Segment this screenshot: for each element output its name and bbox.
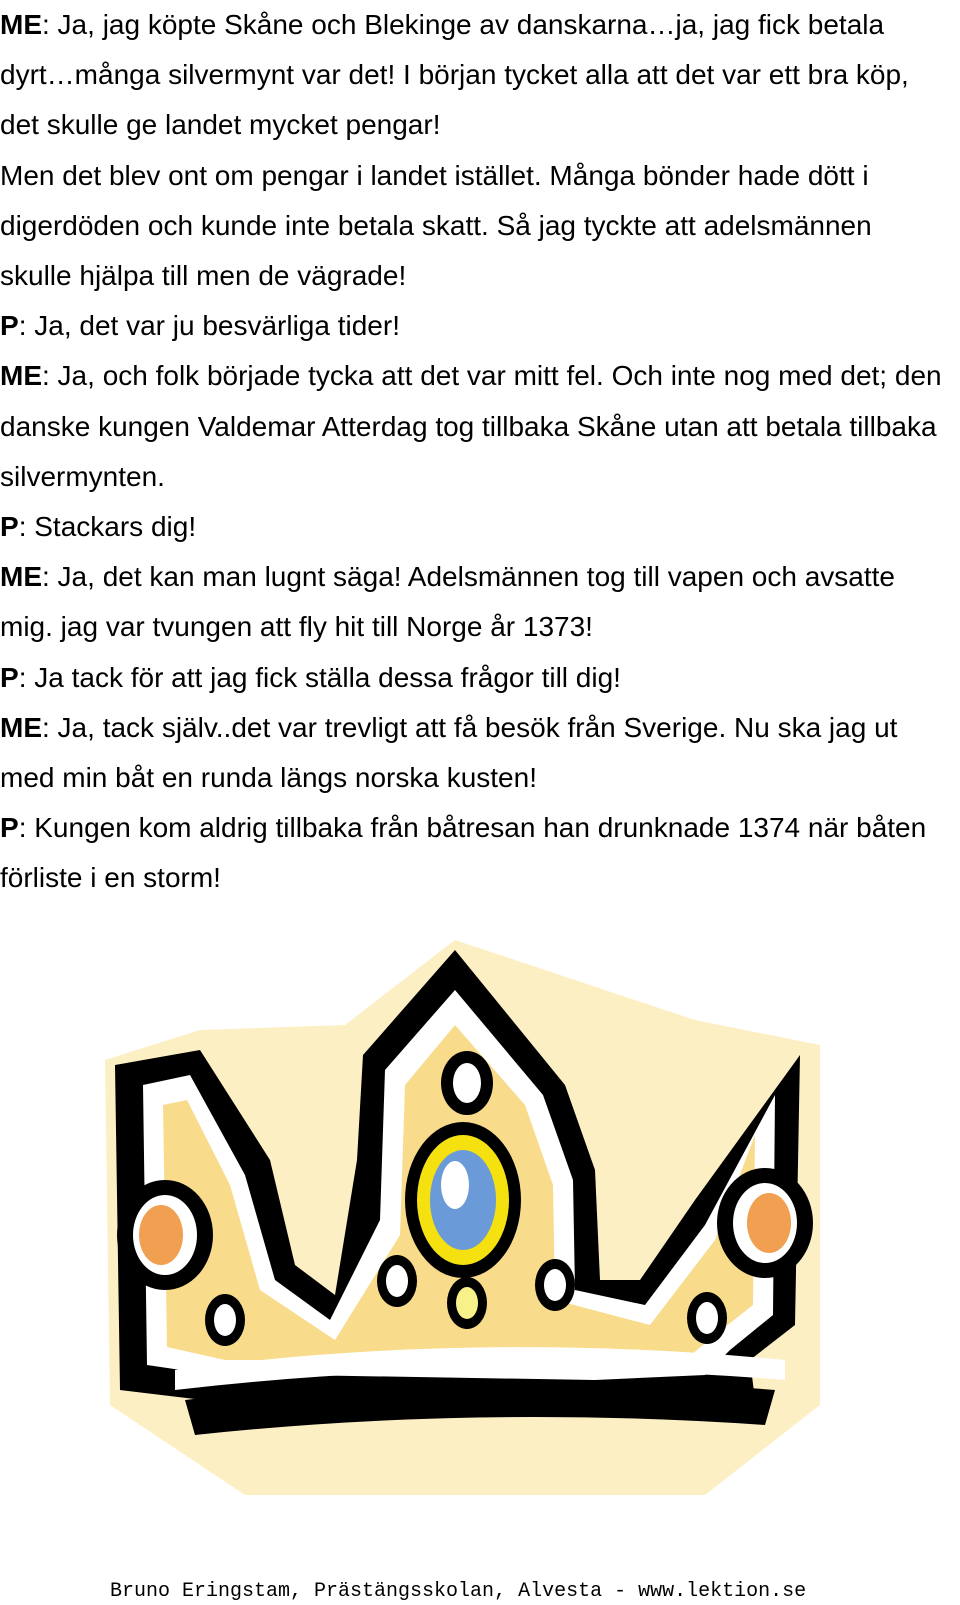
jewel-small-2-inner [386,1265,408,1297]
jewel-small-3-inner [456,1287,478,1319]
jewel-top-inner [453,1063,481,1103]
dialogue-text-4: : Ja, och folk började tycka att det var mitt fel. Och inte nog med det; den danske kungen Valdemar Atterdag tog tillbaka Skåne utan att betala tillbaka silvermynten. [0,360,942,492]
dialogue-line-3 [0,301,945,351]
dialogue-line-9 [0,803,945,903]
dialogue-text-6: : Ja, det kan man lugnt säga! Adelsmännen tog till vapen och avsatte mig. jag var tvungen att fly hit till Norge år 1373! [0,561,895,643]
speaker-label: P [0,812,19,844]
dialogue-text-2: Men det blev ont om pengar i landet istället. Många bönder hade dött i digerdöden och kunde inte betala skatt. Så jag tyckte att adelsmännen skulle hjälpa till men de vägrade! [0,159,872,292]
dialogue-text-7: : Ja tack för att jag fick ställa dessa frågor till dig! [18,661,621,693]
crown-illustration [95,935,835,1495]
dialogue-line-1 [0,0,945,151]
dialogue-text-3: : Ja, det var ju besvärliga tider! [18,310,400,342]
dialogue-text-1: : Ja, jag köpte Skåne och Blekinge av danskarna…ja, jag fick betala dyrt…många silvermynt var det! I början tycket alla att det var ett bra köp, det skulle ge landet mycket pengar! [0,9,909,141]
crown-icon [95,935,835,1495]
speaker-label: ME [0,711,42,743]
dialogue-line-2 [0,151,945,302]
speaker-label: ME [0,9,42,40]
speaker-label: P [0,661,19,693]
dialogue-text-8: : Ja, tack själv..det var trevligt att få besök från Sverige. Nu ska jag ut med min båt en runda längs norska kusten! [0,711,898,794]
speaker-label: ME [0,561,42,593]
dialogue-line-4 [0,351,945,502]
jewel-small-5-inner [696,1302,718,1334]
footer-credit: Bruno Eringstam, Prästängsskolan, Alvesta - www.lektion.se [110,1580,807,1603]
speaker-label: P [0,310,19,342]
jewel-left-orange [139,1205,183,1265]
dialogue-text-5: : Stackars dig! [18,511,197,543]
speaker-label: P [0,511,19,543]
dialogue-line-6 [0,552,945,652]
jewel-center-shine [441,1161,469,1209]
dialogue-text-9: : Kungen kom aldrig tillbaka från båtresan han drunknade 1374 när båten förliste i en storm! [0,812,927,894]
dialogue-line-7 [0,653,945,703]
jewel-small-1-inner [214,1304,236,1336]
dialogue-line-8 [0,703,945,803]
jewel-small-4-inner [544,1269,566,1301]
dialogue-line-5 [0,502,945,552]
speaker-label: ME [0,360,42,392]
jewel-right-orange [747,1193,791,1253]
